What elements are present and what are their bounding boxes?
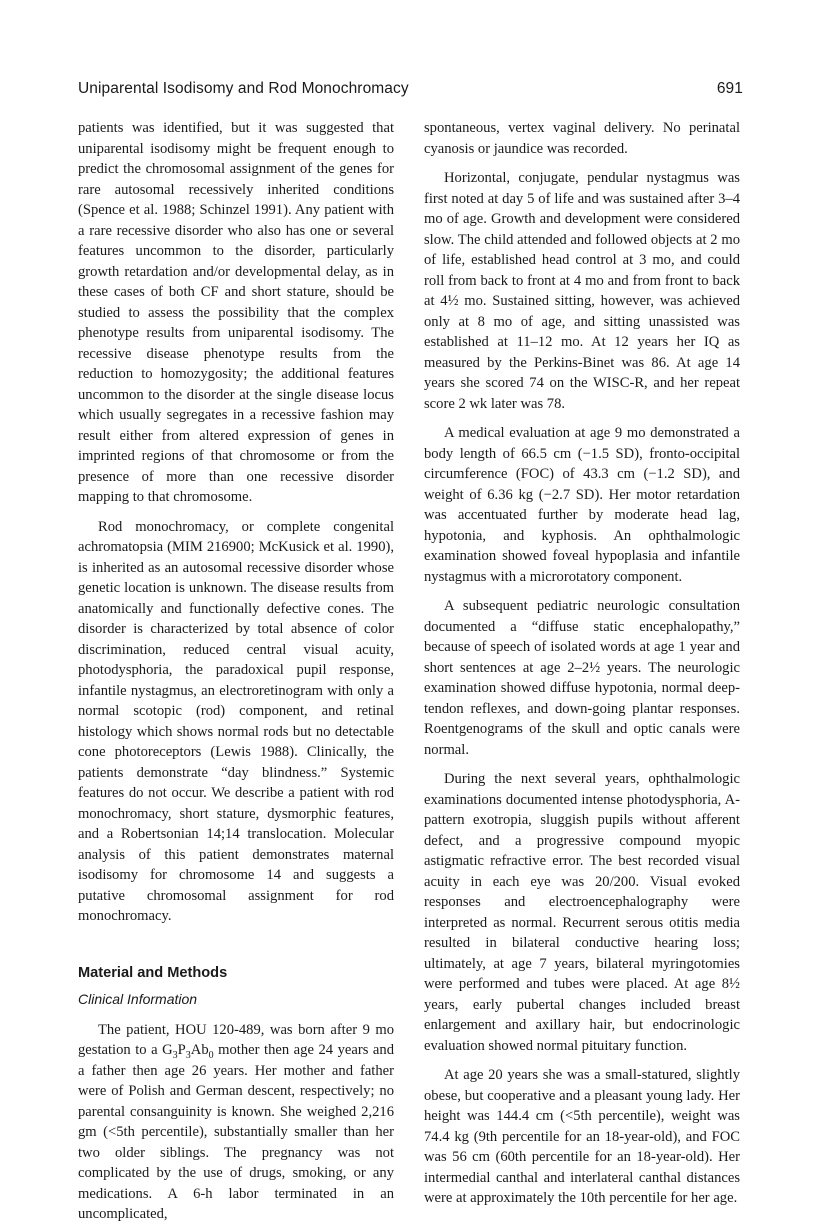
paragraph: patients was identified, but it was suggested that uniparental isodisomy might be frequent enough to predict the chromosomal assignment of the genes for rare autosomal recessively inherited conditions (Spence et al. 1988; Schinzel 1991). Any patient with a rare recessive disorder who also has one or several features uncommon to the disorder, particularly growth retardation and/or developmental delay, as in these cases of both CF and short stature, should be studied to assess the possibility that the complex phenotype results from uniparental isodisomy. The recessive disease phenotype results from the reduction to homozygosity; the additional features uncommon to the disorder at the single disease locus which usually segregates in a recessive fashion may result either from altered expression of genes in imprinted regions of that chromosome or from the presence of more than one recessive disorder mapping to that chromosome.: [78, 120, 394, 505]
subsection-heading: Clinical Information: [78, 991, 198, 1007]
paragraph: Rod monochromacy, or complete congenital achromatopsia (MIM 216900; McKusick et al. 1990), is inherited as an autosomal recessive disorder whose genetic location is unknown. The disease results from anatomically and functionally defective cones. The disorder is characterized by total absence of color discrimination, reduced central visual acuity, photodysphoria, the paradoxical pupil response, infantile nystagmus, an electroretinogram with only a normal scotopic (rod) component, and retinal histology which shows normal rods but no detectable cone photoreceptors (Lewis 1988). Clinically, the patients demonstrate “day blindness.” Systemic features do not occur. We describe a patient with rod monochromacy, short stature, dysmorphic features, and a Robertsonian 14;14 translocation. Molecular analysis of this patient demonstrates maternal isodisomy for chromosome 14 and suggests a putative chromosomal assignment for rod monochromacy.: [78, 518, 394, 924]
paragraph: At age 20 years she was a small-statured, slightly obese, but cooperative and a pleasant young lady. Her height was 144.4 cm (<5th percentile), weight was 74.4 kg (9th percentile for an 18-year-old), and FOC was 56 cm (60th percentile for an 18-year-old). Her intermedial canthal and interlateral canthal distances were at approximately the 10th percentile for her age.: [424, 1067, 740, 1206]
paragraph: A subsequent pediatric neurologic consultation documented a “diffuse static encephalopathy,” because of speech of isolated words at age 1 year and short sentences at age 2–2½ years. The neurologic examination showed diffuse hypotonia, normal deep-tendon reflexes, and down-going plantar responses. Roentgenograms of the skull and optic canals were normal.: [424, 598, 740, 758]
paragraph: A medical evaluation at age 9 mo demonstrated a body length of 66.5 cm (−1.5 SD), fronto-occipital circumference (FOC) of 43.3 cm (−1.2 SD), and weight of 6.36 kg (−2.7 SD). Her motor retardation was accentuated further by moderate head lag, hypotonia, and kyphosis. An ophthalmologic examination showed foveal hypoplasia and infantile nystagmus with a microrotatory component.: [424, 425, 740, 585]
right-column: [424, 118, 740, 1209]
running-title: Uniparental Isodisomy and Rod Monochromacy: [78, 80, 409, 97]
paragraph: Horizontal, conjugate, pendular nystagmus was first noted at day 5 of life and was sustained after 3–4 mo of age. Growth and development were considered slow. The child attended and followed objects at 2 mo of life, established head control at 3 mo, and could roll from back to front at 4 mo and from front to back at 4½ mo. Sustained sitting, however, was achieved only at 8 mo of age, and sitting unassisted was established at 11–12 mo. At 12 years her IQ as measured by the Perkins-Binet was 86. At age 14 years she scored 74 on the WISC-R, and her repeat score 2 wk later was 78.: [424, 170, 740, 412]
page-number: 691: [716, 80, 743, 97]
section-heading: Material and Methods: [78, 964, 228, 981]
running-head: [78, 80, 743, 98]
paragraph: The patient, HOU 120-489, was born after 9 mo gestation to a $G_3P_3Ab_0$ mother then age 24 years and a father then age 26 years. Her mother and father were of Polish and German descent, respectively; no parental consanguinity is known. She weighed 2,216 gm (<5th percentile), substantially smaller than her two older siblings. The pregnancy was not complicated by the use of drugs, smoking, or any medications. A 6-h labor terminated in an uncomplicated,: [78, 1021, 394, 1222]
paragraph: During the next several years, ophthalmologic examinations documented intense photodysphoria, A-pattern exotropia, sluggish pupils without afferent defect, and a progressive compound myopic astigmatic refractive error. The best recorded visual acuity in each eye was 20/200. Visual evoked responses and electroencephalography were interpreted as normal. Recurrent serous otitis media resulted in bilateral conductive hearing loss; ultimately, at age 7 years, bilateral myringotomies were performed and tubes were placed. At age 8½ years, early pubertal changes included breast enlargement and axillary hair, but endocrinologic evaluation showed normal pituitary function.: [424, 771, 740, 1054]
paragraph: spontaneous, vertex vaginal delivery. No perinatal cyanosis or jaundice was recorded.: [424, 120, 740, 157]
left-column: [78, 118, 394, 1225]
